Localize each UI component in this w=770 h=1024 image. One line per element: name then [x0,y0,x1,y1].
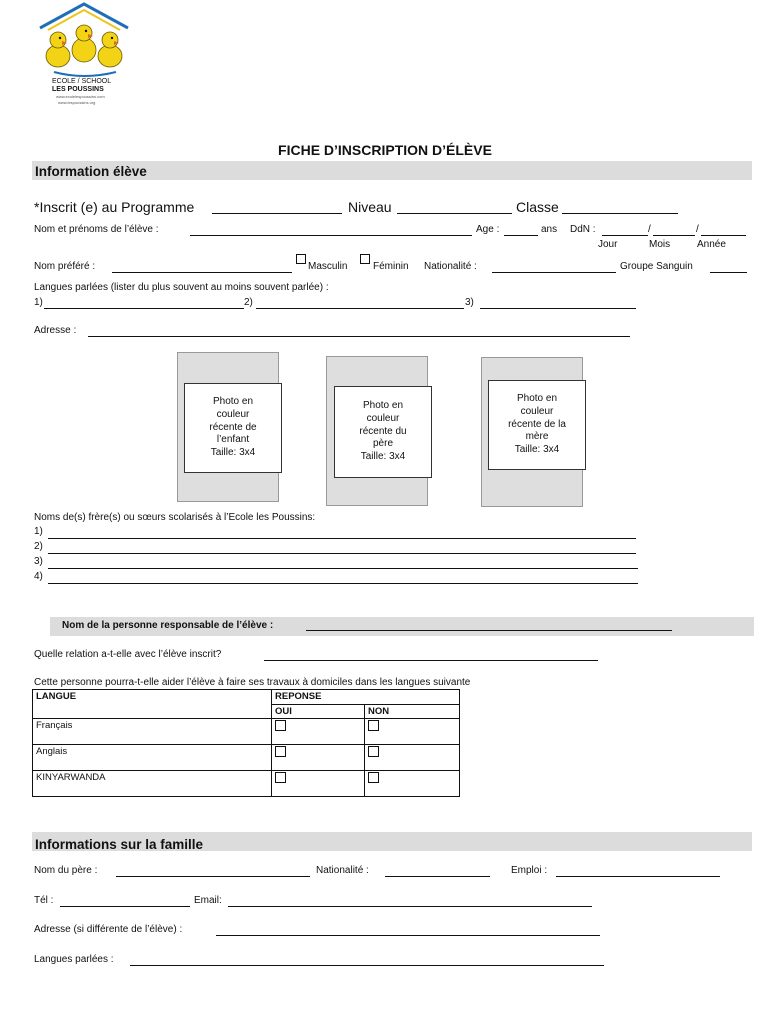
masculin-checkbox[interactable] [296,254,306,264]
responsible-name-field[interactable] [306,630,672,631]
col-langue-text: LANGUE [36,691,77,702]
ddn-mois-field[interactable] [653,235,695,236]
age-field[interactable] [504,235,538,236]
nationalite-field[interactable] [492,272,616,273]
mois-caption: Mois [649,239,671,250]
logo-web2: www.lespoussins.org [58,100,96,105]
oui-cell [272,771,365,797]
non-cell [365,771,460,797]
section-heading-student: Information élève [35,164,147,179]
programme-field[interactable] [212,213,342,214]
niveau-label: Niveau [348,199,392,215]
ddn-slash-2: / [696,224,699,235]
page-title: FICHE D’INSCRIPTION D’ÉLÈVE [278,142,492,158]
emploi-field[interactable] [556,876,720,877]
sibling-1-field[interactable] [48,538,636,539]
sibling-2-marker: 2) [34,541,43,552]
tel-field[interactable] [60,906,190,907]
feminin-label: Féminin [373,261,409,272]
col-oui-header [272,705,365,719]
age-label: Age : [476,224,500,235]
langue-2-field[interactable] [256,308,464,309]
nom-pere-field[interactable] [116,876,310,877]
photo-box-pere[interactable] [334,386,432,478]
masculin-label: Masculin [308,261,348,272]
non-checkbox[interactable] [368,746,379,757]
jour-caption: Jour [598,239,618,250]
nom-eleve-field[interactable] [190,235,472,236]
pere-adresse-label: Adresse (si différente de l’élève) : [34,924,183,935]
photo-text-pere: Photo en couleur récente du père Taille: 3x4 [359,400,407,463]
langue-cell [33,745,272,771]
table-row [33,719,460,745]
langue-text: KINYARWANDA [36,772,106,783]
non-cell [365,745,460,771]
langue-cell [33,719,272,745]
langues-label: Langues parlées (lister du plus souvent au moins souvent parlée) : [34,282,329,293]
ddn-slash-1: / [648,224,651,235]
section-heading-responsible: Nom de la personne responsable de l’élève : [62,620,274,631]
school-logo [36,2,132,114]
photo-text-enfant: Photo en couleur récente de l’enfant Taille: 3x4 [209,396,257,459]
photo-box-enfant[interactable] [184,383,282,473]
email-field[interactable] [228,906,592,907]
logo-line2: LES POUSSINS [52,86,104,93]
adresse-field[interactable] [88,336,630,337]
ddn-label: DdN : [570,224,596,235]
col-non-text: NON [368,706,390,717]
sibling-3-marker: 3) [34,556,43,567]
classe-field[interactable] [562,213,678,214]
sibling-2-field[interactable] [48,553,636,554]
feminin-checkbox[interactable] [360,254,370,264]
siblings-label: Noms de(s) frère(s) ou sœurs scolarisés à l’Ecole les Poussins: [34,512,316,523]
oui-checkbox[interactable] [275,772,286,783]
logo-web1: www.ecolelespoussins.com [56,94,105,99]
non-cell [365,719,460,745]
groupe-sanguin-field[interactable] [710,272,747,273]
langue-3-marker: 3) [465,297,474,308]
ans-label: ans [541,224,558,235]
sibling-1-marker: 1) [34,526,43,537]
langue-2-marker: 2) [244,297,253,308]
inscrit-label: *Inscrit (e) au Programme [34,199,195,215]
adresse-label: Adresse : [34,325,77,336]
help-label: Cette personne pourra-t-elle aider l’élève à faire ses travaux à domiciles dans les langues suivante [34,677,471,688]
oui-cell [272,745,365,771]
oui-cell [272,719,365,745]
niveau-field[interactable] [397,213,512,214]
photo-text-mere: Photo en couleur récente de la mère Taille: 3x4 [508,393,566,456]
chicks-logo-icon [36,2,132,80]
oui-checkbox[interactable] [275,720,286,731]
non-checkbox[interactable] [368,772,379,783]
langue-text: Anglais [36,746,68,757]
sibling-3-field[interactable] [48,568,638,569]
col-reponse-text: REPONSE [275,691,322,702]
pere-langues-label: Langues parlées : [34,954,114,965]
nom-prefere-label: Nom préféré : [34,261,96,272]
ddn-jour-field[interactable] [602,235,648,236]
nom-pere-label: Nom du père : [34,865,98,876]
langue-cell [33,771,272,797]
nom-prefere-field[interactable] [112,272,292,273]
pere-adresse-field[interactable] [216,935,600,936]
pere-nationalite-field[interactable] [385,876,490,877]
non-checkbox[interactable] [368,720,379,731]
email-label: Email: [194,895,222,906]
langue-1-field[interactable] [44,308,244,309]
sibling-4-field[interactable] [48,583,638,584]
col-reponse-header [272,690,460,705]
table-row [33,771,460,797]
logo-line1: ECOLE / SCHOOL [52,78,112,85]
langue-table [32,689,460,797]
emploi-label: Emploi : [511,865,548,876]
col-langue-header [33,690,272,719]
pere-nationalite-label: Nationalité : [316,865,369,876]
oui-checkbox[interactable] [275,746,286,757]
sibling-4-marker: 4) [34,571,43,582]
langue-text: Français [36,720,73,731]
relation-label: Quelle relation a-t-elle avec l’élève inscrit? [34,649,222,660]
ddn-annee-field[interactable] [701,235,746,236]
annee-caption: Année [697,239,726,250]
table-row [33,745,460,771]
relation-field[interactable] [264,660,598,661]
langue-3-field[interactable] [480,308,636,309]
col-non-header [365,705,460,719]
col-oui-text: OUI [275,706,292,717]
tel-label: Tél : [34,895,54,906]
section-heading-family: Informations sur la famille [35,837,204,852]
pere-langues-field[interactable] [130,965,604,966]
photo-box-mere[interactable] [488,380,586,470]
nationalite-label: Nationalité : [424,261,477,272]
langue-1-marker: 1) [34,297,43,308]
groupe-sanguin-label: Groupe Sanguin [620,261,693,272]
classe-label: Classe [516,199,559,215]
nom-eleve-label: Nom et prénoms de l’élève : [34,224,159,235]
